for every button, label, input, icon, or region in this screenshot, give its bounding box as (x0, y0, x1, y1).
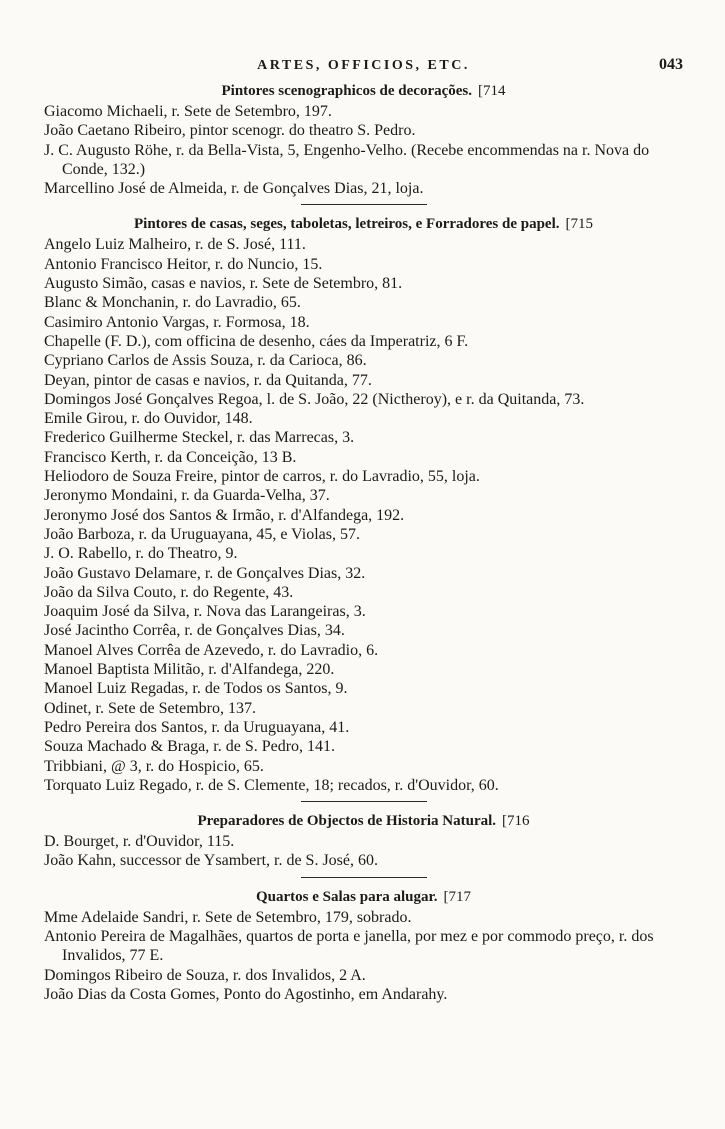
directory-section (44, 213, 683, 795)
directory-entry: João Barboza, r. da Uruguayana, 45, e Violas, 57. (44, 525, 360, 543)
section-number: [714 (478, 83, 506, 99)
directory-entry: João Dias da Costa Gomes, Ponto do Agostinho, em Andarahy. (44, 985, 448, 1003)
section-number: [717 (443, 888, 472, 905)
directory-entry: Angelo Luiz Malheiro, r. de S. José, 111. (44, 236, 306, 254)
directory-entry: João Gustavo Delamare, r. de Gonçalves Dias, 32. (44, 564, 366, 582)
directory-entry: Jeronymo Mondaini, r. da Guarda-Velha, 37. (44, 487, 330, 505)
section-heading (44, 810, 683, 832)
section-heading (44, 80, 683, 102)
section-heading (44, 886, 683, 908)
directory-entry: Frederico Guilherme Steckel, r. das Marrecas, 3. (44, 429, 355, 447)
section-title: Preparadores de Objectos de Historia Natural. (197, 813, 497, 830)
directory-entry: Odinet, r. Sete de Setembro, 137. (44, 699, 256, 717)
section-number: [715 (565, 216, 593, 233)
directory-entry: Jeronymo José dos Santos & Irmão, r. d'Alfandega, 192. (44, 506, 405, 524)
directory-entry: Joaquim José da Silva, r. Nova das Larangeiras, 3. (44, 603, 366, 621)
directory-entry: Cypriano Carlos de Assis Souza, r. da Carioca, 86. (44, 352, 367, 370)
directory-section (44, 886, 683, 1004)
directory-entry: Antonio Francisco Heitor, r. do Nuncio, 15. (44, 255, 323, 273)
directory-entry: D. Bourget, r. d'Ouvidor, 115. (44, 833, 235, 851)
running-head-title: ARTES, OFFICIOS, ETC. (257, 58, 470, 73)
section-divider (301, 877, 427, 878)
directory-entry: José Jacintho Corrêa, r. de Gonçalves Dias, 34. (44, 622, 345, 640)
directory-entry: Marcellino José de Almeida, r. de Gonçalves Dias, 21, loja. (44, 180, 424, 198)
directory-entry: João Kahn, successor de Ysambert, r. de S. José, 60. (44, 852, 379, 870)
section-title: Pintores de casas, seges, taboletas, letreiros, e Forradores de papel. (134, 216, 560, 233)
section-number: [716 (502, 813, 530, 830)
directory-section (44, 80, 683, 198)
directory-entry: Francisco Kerth, r. da Conceição, 13 B. (44, 448, 297, 466)
section-divider (301, 801, 427, 802)
directory-entry: Mme Adelaide Sandri, r. Sete de Setembro, 179, sobrado. (44, 908, 412, 926)
section-title: Pintores scenographicos de decorações. (221, 83, 473, 99)
directory-entry: Casimiro Antonio Vargas, r. Formosa, 18. (44, 313, 310, 331)
directory-entry: Domingos Ribeiro de Souza, r. dos Invalidos, 2 A. (44, 966, 366, 984)
directory-entry: J. C. Augusto Röhe, r. da Bella-Vista, 5, Engenho-Velho. (Recebe encommendas na r. Nova do Conde, 132.) (44, 141, 650, 178)
directory-entry: Emile Girou, r. do Ouvidor, 148. (44, 410, 253, 428)
directory-entry: Manoel Luiz Regadas, r. de Todos os Santos, 9. (44, 680, 348, 698)
section-heading (44, 213, 683, 235)
directory-entry: Manoel Baptista Militão, r. d'Alfandega, 220. (44, 661, 335, 679)
directory-entry: Domingos José Gonçalves Regoa, l. de S. João, 22 (Nictheroy), e r. da Quitanda, 73. (44, 390, 585, 408)
directory-entry: Tribbiani, @ 3, r. do Hospicio, 65. (44, 757, 264, 775)
directory-entry: Souza Machado & Braga, r. de S. Pedro, 141. (44, 738, 336, 756)
directory-entry: Augusto Simão, casas e navios, r. Sete de Setembro, 81. (44, 275, 403, 293)
section-title: Quartos e Salas para alugar. (255, 888, 438, 905)
directory-entry: João da Silva Couto, r. do Regente, 43. (44, 583, 294, 601)
directory-entry: Chapelle (F. D.), com officina de desenho, cáes da Imperatriz, 6 F. (44, 332, 469, 350)
directory-entry: Deyan, pintor de casas e navios, r. da Quitanda, 77. (44, 371, 372, 389)
page-number: 043 (659, 56, 683, 73)
directory-entry: J. O. Rabello, r. do Theatro, 9. (44, 545, 238, 563)
section-divider (301, 204, 427, 205)
directory-sections (44, 80, 683, 1004)
directory-entry: Antonio Pereira de Magalhães, quartos de porta e janella, por mez e por commodo preço, r. dos Invalidos, 77 E. (44, 927, 654, 965)
directory-entry: Blanc & Monchanin, r. do Lavradio, 65. (44, 294, 301, 312)
directory-entry: Heliodoro de Souza Freire, pintor de carros, r. do Lavradio, 55, loja. (44, 468, 480, 486)
directory-entry: Manoel Alves Corrêa de Azevedo, r. do Lavradio, 6. (44, 641, 379, 659)
directory-entry: João Caetano Ribeiro, pintor scenogr. do theatro S. Pedro. (44, 122, 416, 140)
directory-entry: Torquato Luiz Regado, r. de S. Clemente, 18; recados, r. d'Ouvidor, 60. (44, 776, 499, 794)
directory-section (44, 810, 683, 871)
directory-entry: Pedro Pereira dos Santos, r. da Uruguayana, 41. (44, 718, 350, 736)
directory-entry: Giacomo Michaeli, r. Sete de Setembro, 197. (44, 103, 332, 120)
running-head (44, 58, 683, 80)
